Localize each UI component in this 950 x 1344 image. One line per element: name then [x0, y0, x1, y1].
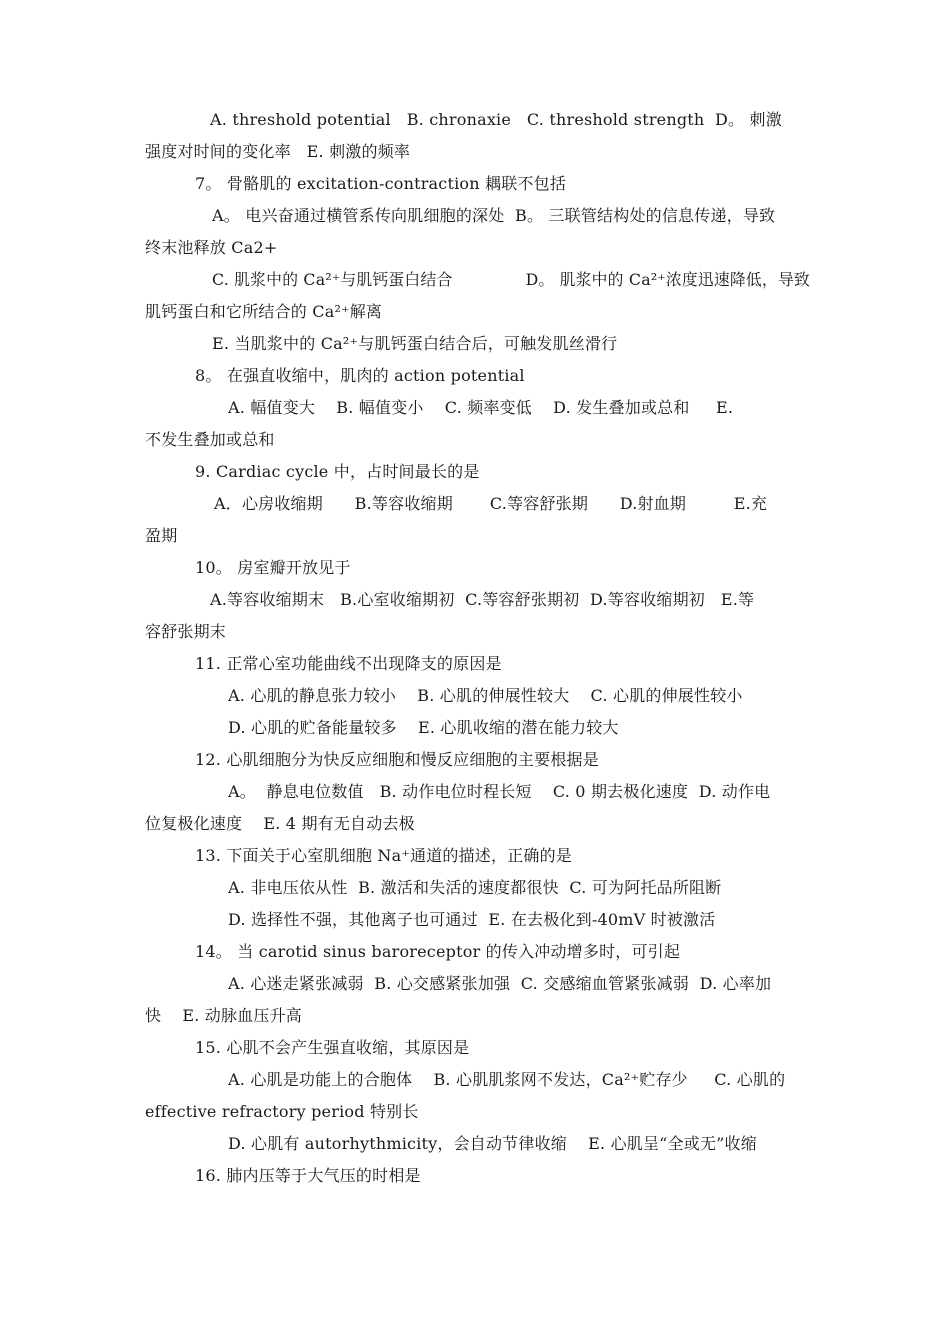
q14-question: 14。 当 carotid sinus baroreceptor 的传入冲动增多时，可引起: [195, 942, 681, 961]
q6-options-line-1: A. threshold potential B. chronaxie C. threshold strength D。 刺激: [210, 110, 782, 129]
q10-options-line-1: A.等容收缩期末 B.心室收缩期初 C.等容舒张期初 D.等容收缩期初 E.等: [210, 590, 755, 609]
q14-options-line-1: A. 心迷走紧张减弱 B. 心交感紧张加强 C. 交感缩血管紧张减弱 D. 心率加: [228, 974, 772, 993]
q7-options-line-4: 肌钙蛋白和它所结合的 Ca²⁺解离: [145, 302, 383, 321]
q15-options-line-3: D. 心肌有 autorhythmicity，会自动节律收缩 E. 心肌呈“全或无”收缩: [228, 1134, 757, 1153]
q6-options-line-2: 强度对时间的变化率 E. 刺激的频率: [145, 142, 411, 161]
q11-options-line-2: D. 心肌的贮备能量较多 E. 心肌收缩的潜在能力较大: [228, 718, 619, 737]
q8-question: 8。 在强直收缩中，肌肉的 action potential: [195, 366, 525, 385]
q12-options-line-1: A。 静息电位数值 B. 动作电位时程长短 C. 0 期去极化速度 D. 动作电: [228, 782, 771, 801]
q11-options-line-1: A. 心肌的静息张力较小 B. 心肌的伸展性较大 C. 心肌的伸展性较小: [228, 686, 743, 705]
q7-options-line-2: 终末池释放 Ca2+: [145, 238, 278, 257]
q15-options-line-1: A. 心肌是功能上的合胞体 B. 心肌肌浆网不发达，Ca²⁺贮存少 C. 心肌的: [228, 1070, 786, 1089]
q9-options-line-1: A．心房收缩期 B.等容收缩期 C.等容舒张期 D.射血期 E.充: [214, 494, 768, 513]
q13-options-line-2: D. 选择性不强，其他离子也可通过 E. 在去极化到-40mV 时被激活: [228, 910, 716, 929]
q10-question: 10。 房室瓣开放见于: [195, 558, 351, 577]
q7-question: 7。 骨骼肌的 excitation-contraction 耦联不包括: [195, 174, 567, 193]
q8-options-line-2: 不发生叠加或总和: [145, 430, 275, 449]
q9-question: 9. Cardiac cycle 中，占时间最长的是: [195, 462, 480, 481]
q9-options-line-2: 盈期: [145, 526, 178, 545]
q12-options-line-2: 位复极化速度 E. 4 期有无自动去极: [145, 814, 415, 833]
q7-options-line-3: C. 肌浆中的 Ca²⁺与肌钙蛋白结合 D。 肌浆中的 Ca²⁺浓度迅速降低，导致: [212, 270, 810, 289]
q15-question: 15. 心肌不会产生强直收缩，其原因是: [195, 1038, 470, 1057]
q10-options-line-2: 容舒张期末: [145, 622, 227, 641]
q13-options-line-1: A. 非电压依从性 B. 激活和失活的速度都很快 C. 可为阿托品所阻断: [228, 878, 722, 897]
q8-options-line-1: A. 幅值变大 B. 幅值变小 C. 频率变低 D. 发生叠加或总和 E.: [228, 398, 734, 417]
q15-options-line-2: effective refractory period 特别长: [145, 1102, 419, 1121]
q12-question: 12. 心肌细胞分为快反应细胞和慢反应细胞的主要根据是: [195, 750, 599, 769]
q13-question: 13. 下面关于心室肌细胞 Na⁺通道的描述，正确的是: [195, 846, 573, 865]
q7-options-line-1: A。 电兴奋通过横管系传向肌细胞的深处 B。 三联管结构处的信息传递，导致: [212, 206, 776, 225]
q7-options-line-5: E. 当肌浆中的 Ca²⁺与肌钙蛋白结合后，可触发肌丝滑行: [212, 334, 618, 353]
q14-options-line-2: 快 E. 动脉血压升高: [145, 1006, 302, 1025]
q16-question: 16. 肺内压等于大气压的时相是: [195, 1166, 421, 1185]
q11-question: 11. 正常心室功能曲线不出现降支的原因是: [195, 654, 502, 673]
